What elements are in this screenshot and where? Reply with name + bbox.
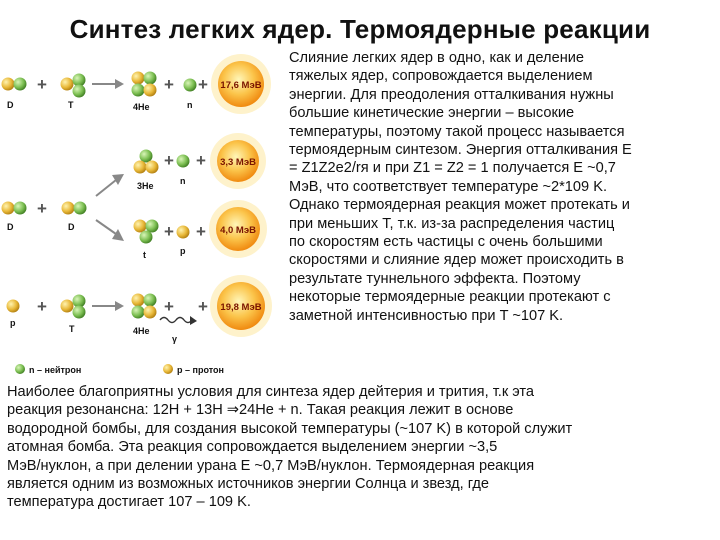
- text-line: заметной интенсивностью при T ~107 K.: [289, 307, 564, 324]
- neutron-particle: [177, 155, 190, 168]
- text-line: тяжелых ядер, сопровождается выделением: [289, 68, 593, 85]
- proton-particle: [61, 78, 74, 91]
- reaction-3-energy: 4,0 МэВ: [220, 225, 256, 236]
- plus-sign: +: [164, 151, 174, 170]
- legend-proton-label: p – протон: [177, 365, 224, 375]
- proton-particle: [177, 226, 190, 239]
- reaction-3-right-b: p: [180, 246, 186, 256]
- text-line: температуры, поэтому такой процесс называется: [289, 123, 625, 140]
- reaction-4-right-b: γ: [172, 334, 178, 344]
- text-line: при меньших T, т.к. из-за распределения частиц: [289, 215, 615, 232]
- proton-particle: [61, 300, 74, 313]
- proton-particle: [2, 78, 15, 91]
- neutron-particle: [146, 220, 159, 233]
- reaction-2-energy: 3,3 МэВ: [220, 157, 256, 168]
- proton-particle: [62, 202, 75, 215]
- text-line: по скоростям есть частицы с очень большими: [289, 234, 603, 251]
- text-line: Слияние легких ядер в одно, как и деление: [289, 50, 585, 66]
- fusion-reactions-diagram: [0, 44, 290, 380]
- proton-particle: [132, 294, 145, 307]
- reaction-1-left-a: D: [7, 100, 14, 110]
- proton-particle: [144, 306, 157, 319]
- reaction-1: [2, 54, 272, 114]
- proton-particle: [144, 84, 157, 97]
- text-line: водородной бомбы, для создания высокой температуры (~107 K) в которой служит: [7, 420, 573, 437]
- reaction-4-left-a: p: [10, 318, 16, 328]
- neutron-particle: [184, 79, 197, 92]
- reaction-2-right-b: n: [180, 176, 186, 186]
- neutron-particle: [73, 85, 86, 98]
- neutron-particle: [140, 231, 153, 244]
- dt-reaction-paragraph: [7, 383, 715, 512]
- text-line: Наиболее благоприятны условия для синтеза ядер дейтерия и трития, т.к эта: [7, 384, 535, 400]
- reaction-3-right-a: t: [143, 250, 146, 260]
- reaction-1-right-b: n: [187, 100, 193, 110]
- proton-particle: [7, 300, 20, 313]
- text-line: скоростями и слияние ядер может происходить в: [289, 252, 624, 269]
- reaction-3: [96, 200, 267, 260]
- neutron-particle: [14, 78, 27, 91]
- proton-particle: [146, 161, 159, 174]
- text-line: атомная бомба. Эта реакция сопровождается выделением энергии ~3,5: [7, 439, 498, 456]
- plus-sign: +: [37, 75, 47, 94]
- plus-sign: +: [164, 75, 174, 94]
- plus-sign: +: [37, 199, 47, 218]
- reaction-2-right-a: 3He: [137, 181, 154, 191]
- reaction-1-left-b: T: [68, 100, 74, 110]
- reaction-1-energy: 17,6 МэВ: [220, 80, 262, 91]
- plus-sign: +: [164, 297, 174, 316]
- neutron-particle: [140, 150, 153, 163]
- proton-legend-icon: [163, 364, 173, 374]
- proton-particle: [134, 220, 147, 233]
- reaction-4-left-b: T: [69, 324, 75, 334]
- neutron-particle: [144, 294, 157, 307]
- reaction-2-left-a: D: [7, 222, 14, 232]
- neutron-particle: [74, 202, 87, 215]
- text-line: температура достигает 107 – 109 K.: [7, 494, 251, 511]
- text-line: большие кинетические энергии – высокие: [289, 105, 575, 122]
- reaction-2-left-b: D: [68, 222, 75, 232]
- plus-sign: +: [196, 151, 206, 170]
- plus-sign: +: [198, 297, 208, 316]
- plus-sign: +: [196, 222, 206, 241]
- proton-particle: [132, 72, 145, 85]
- plus-sign: +: [198, 75, 208, 94]
- legend: [15, 364, 224, 375]
- plus-sign: +: [37, 297, 47, 316]
- gamma-wave-icon: [160, 318, 192, 323]
- proton-particle: [2, 202, 15, 215]
- legend-neutron-label: n – нейтрон: [29, 365, 82, 375]
- neutron-particle: [73, 306, 86, 319]
- reaction-4: [7, 275, 273, 344]
- text-line: = Z1Z2e2/rя и при Z1 = Z2 = 1 получается E ~0,7: [289, 160, 616, 177]
- text-line: МэВ/нуклон, а при делении урана E ~0,7 МэВ/нуклон. Термоядерная реакция: [7, 457, 535, 474]
- plus-sign: +: [164, 222, 174, 241]
- text-line: некоторые термоядерные реакции протекают с: [289, 289, 611, 306]
- reaction-4-energy: 19,8 МэВ: [220, 302, 262, 313]
- proton-particle: [134, 161, 147, 174]
- text-line: энергии. Для преодоления отталкивания нужны: [289, 86, 614, 103]
- reaction-1-right-a: 4He: [133, 102, 150, 112]
- fusion-description-paragraph: [289, 49, 713, 325]
- text-line: результате туннельного эффекта. Поэтому: [289, 270, 581, 287]
- page-title: Синтез легких ядер. Термоядерные реакции: [69, 14, 651, 44]
- neutron-particle: [132, 84, 145, 97]
- text-line: термоядерным синтезом. Энергия отталкивания E: [289, 142, 632, 159]
- reaction-4-right-a: 4He: [133, 326, 150, 336]
- text-line: Однако термоядерная реакция может протекать и: [289, 197, 630, 214]
- neutron-particle: [144, 72, 157, 85]
- neutron-particle: [14, 202, 27, 215]
- text-line: МэВ, что соответствует температуре ~2*109 K.: [289, 178, 607, 195]
- neutron-legend-icon: [15, 364, 25, 374]
- text-line: является одним из возможных источников энергии Солнца и звезд, где: [7, 476, 490, 493]
- text-line: реакция резонансна: 12H + 13H ⇒24He + n. Такая реакция лежит в основе: [7, 402, 514, 419]
- neutron-particle: [132, 306, 145, 319]
